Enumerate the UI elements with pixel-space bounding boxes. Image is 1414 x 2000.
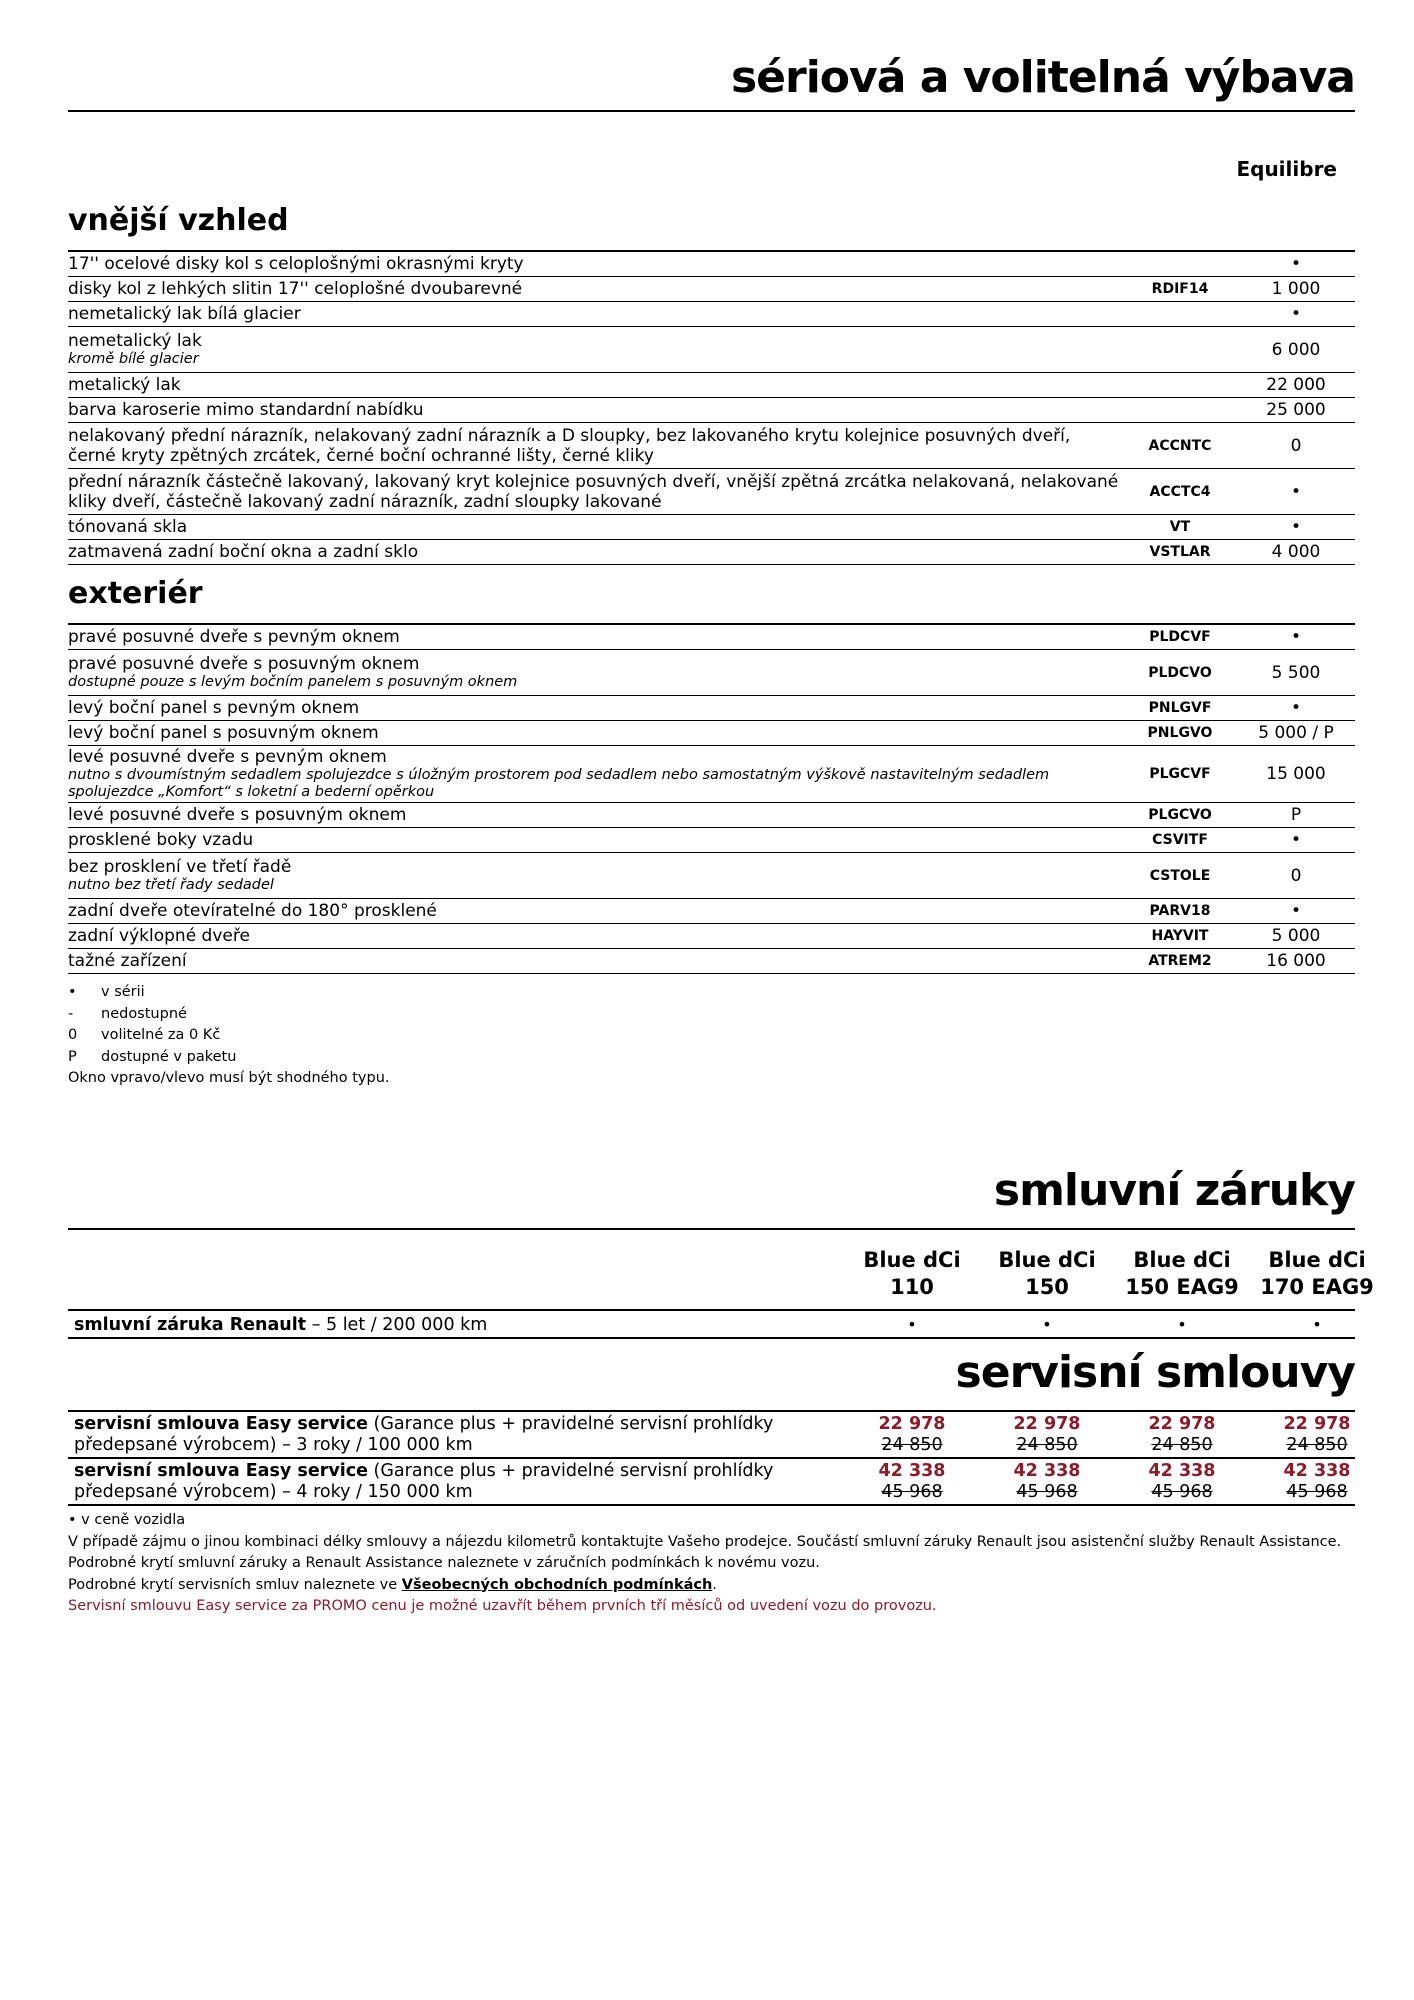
column-header-equilibre: Equilibre	[1236, 157, 1337, 181]
price-cell	[847, 1414, 977, 1456]
equipment-row	[68, 252, 1355, 277]
equipment-description: disky kol z lehkých slitin 17'' celoplošné dvoubarevné	[68, 279, 523, 299]
option-price: •	[1290, 254, 1302, 274]
option-price: P	[1290, 805, 1302, 825]
equipment-table-exterier	[68, 623, 1355, 974]
service-row-label: servisní smlouva Easy service (Garance plus + pravidelné servisní prohlídky předepsané výrobcem) – 4 roky / 150 000 km	[74, 1461, 774, 1502]
equipment-description: pravé posuvné dveře s pevným oknem	[68, 627, 400, 647]
footnotes	[68, 1510, 1355, 1618]
legend-item: P dostupné v paketu	[68, 1048, 237, 1065]
promo-price: 22 978	[1283, 1414, 1351, 1434]
equipment-description: zadní dveře otevíratelné do 180° prosklené	[68, 901, 437, 921]
equipment-row	[68, 803, 1355, 828]
equipment-row	[68, 277, 1355, 302]
price-cell	[847, 1461, 977, 1503]
option-code: PLGCVF	[1149, 766, 1211, 782]
promo-price: 22 978	[1013, 1414, 1081, 1434]
equipment-note: nutno bez třetí řady sedadel	[68, 877, 274, 893]
equipment-row	[68, 398, 1355, 423]
equipment-note: kromě bílé glacier	[68, 351, 199, 367]
equipment-row	[68, 721, 1355, 746]
option-code: HAYVIT	[1151, 928, 1209, 944]
equipment-row	[68, 423, 1355, 469]
option-price: 22 000	[1266, 375, 1326, 395]
warranty-row-label: smluvní záruka Renault – 5 let / 200 000 km	[74, 1315, 488, 1335]
service-table	[68, 1410, 1355, 1506]
equipment-description: metalický lak	[68, 375, 181, 395]
service-title: servisní smlouvy	[955, 1347, 1355, 1398]
option-code: PLDCVO	[1148, 664, 1212, 681]
equipment-row	[68, 650, 1355, 696]
option-price: 25 000	[1266, 400, 1326, 420]
service-row	[68, 1412, 1355, 1459]
option-price: 6 000	[1271, 339, 1321, 360]
column-header-170-eag9: Blue dCi 170 EAG9	[1260, 1248, 1374, 1299]
service-row	[68, 1459, 1355, 1506]
equipment-row	[68, 625, 1355, 650]
price-cell	[982, 1461, 1112, 1503]
promo-price: 22 978	[1148, 1414, 1216, 1434]
option-code: ATREM2	[1148, 953, 1212, 969]
footnote-line: • v ceně vozidla	[68, 1512, 186, 1528]
old-price: 45 968	[1286, 1482, 1348, 1502]
option-price: •	[1290, 517, 1302, 537]
equipment-description: levé posuvné dveře s posuvným oknem	[68, 805, 407, 825]
column-header-150: Blue dCi 150	[998, 1248, 1096, 1299]
old-price: 24 850	[1151, 1435, 1213, 1455]
equipment-row	[68, 373, 1355, 398]
equipment-row	[68, 302, 1355, 327]
equipment-description: tónovaná skla	[68, 517, 188, 537]
option-code: ACCNTC	[1148, 437, 1212, 454]
option-code: VT	[1169, 519, 1191, 535]
option-price: •	[1290, 627, 1302, 647]
option-price: 15 000	[1266, 764, 1326, 784]
option-price: 0	[1290, 865, 1302, 886]
option-code: PNLGVO	[1147, 725, 1213, 741]
price-cell	[1117, 1414, 1247, 1456]
equipment-row	[68, 828, 1355, 853]
title-rule	[68, 110, 1355, 112]
equipment-description: zatmavená zadní boční okna a zadní sklo	[68, 542, 419, 562]
option-code: PARV18	[1149, 903, 1211, 919]
equipment-row	[68, 540, 1355, 565]
price-cell	[1252, 1414, 1382, 1456]
legend-item: - nedostupné	[68, 1005, 187, 1022]
section-title-exterier: exteriér	[68, 576, 203, 611]
equipment-description: bez prosklení ve třetí řadě nutno bez třetí řady sedadel	[68, 856, 1123, 895]
footnote-line: Podrobné krytí servisních smluv naleznete ve Všeobecných obchodních podmínkách.	[68, 1576, 717, 1593]
equipment-description: nelakovaný přední nárazník, nelakovaný zadní nárazník a D sloupky, bez lakovaného krytu kolejnice posuvných dveří, černé kryty zpětných zrcátek, černé boční ochranné lišty, černé kliky	[68, 425, 1071, 466]
option-price: •	[1290, 481, 1302, 502]
warranty-title: smluvní záruky	[993, 1165, 1355, 1216]
equipment-row	[68, 327, 1355, 373]
option-code: PLDCVF	[1149, 629, 1211, 645]
legend	[68, 982, 390, 1090]
price-cell	[1252, 1461, 1382, 1503]
equipment-table-vnejsi	[68, 250, 1355, 565]
equipment-note: dostupné pouze s levým bočním panelem s posuvným oknem	[68, 674, 518, 690]
equipment-note: nutno s dvoumístným sedadlem spolujezdce s úložným prostorem pod sedadlem nebo samostatným výškově nastavitelným sedadlem spolujezdce „Komfort“ s loketní a bederní opěrkou	[68, 767, 1050, 800]
option-price: 1 000	[1271, 279, 1321, 299]
option-code: PNLGVF	[1148, 700, 1212, 716]
option-price: 16 000	[1266, 951, 1326, 971]
option-price: 5 000	[1271, 926, 1321, 946]
old-price: 24 850	[1016, 1435, 1078, 1455]
warranty-column-headers	[68, 1247, 1374, 1307]
service-row-label: servisní smlouva Easy service (Garance plus + pravidelné servisní prohlídky předepsané výrobcem) – 3 roky / 100 000 km	[74, 1414, 774, 1455]
equipment-description: 17'' ocelové disky kol s celoplošnými okrasnými kryty	[68, 254, 524, 274]
warranty-value: •	[1042, 1315, 1052, 1334]
option-price: 4 000	[1271, 542, 1321, 562]
option-code: VSTLAR	[1149, 544, 1211, 560]
promo-price: 22 978	[878, 1414, 946, 1434]
equipment-description: barva karoserie mimo standardní nabídku	[68, 400, 424, 420]
promo-footnote: Servisní smlouvu Easy service za PROMO cenu je možné uzavřít během prvních tří měsíců od uvedení vozu do provozu.	[68, 1598, 937, 1614]
equipment-row	[68, 949, 1355, 974]
option-price: 5 500	[1271, 662, 1321, 683]
promo-price: 42 338	[1283, 1461, 1351, 1481]
warranty-row	[68, 1309, 1355, 1339]
equipment-row	[68, 696, 1355, 721]
equipment-row	[68, 853, 1355, 899]
promo-price: 42 338	[1148, 1461, 1216, 1481]
equipment-description: zadní výklopné dveře	[68, 926, 250, 946]
warranty-rule	[68, 1228, 1355, 1230]
equipment-description: přední nárazník částečně lakovaný, lakovaný kryt kolejnice posuvných dveří, vnější zpětná zrcátka nelakovaná, nelakované kliky dveří, částečně lakovaný zadní nárazník, zadní sloupky lakované	[68, 471, 1119, 512]
option-code: PLGCVO	[1148, 807, 1212, 823]
section-title-vnejsi: vnější vzhled	[68, 203, 289, 238]
column-header-150-eag9: Blue dCi 150 EAG9	[1125, 1248, 1239, 1299]
equipment-description: levý boční panel s posuvným oknem	[68, 723, 379, 743]
equipment-description: nemetalický lak kromě bílé glacier	[68, 330, 1123, 369]
equipment-row	[68, 899, 1355, 924]
option-price: •	[1290, 901, 1302, 921]
price-cell	[982, 1414, 1112, 1456]
equipment-row	[68, 746, 1355, 803]
price-cell	[1117, 1461, 1247, 1503]
warranty-value: •	[907, 1315, 917, 1334]
promo-price: 42 338	[878, 1461, 946, 1481]
equipment-row	[68, 469, 1355, 515]
old-price: 45 968	[1016, 1482, 1078, 1502]
legend-item: 0 volitelné za 0 Kč	[68, 1027, 221, 1043]
equipment-description: prosklené boky vzadu	[68, 830, 254, 850]
promo-price: 42 338	[1013, 1461, 1081, 1481]
old-price: 45 968	[881, 1482, 943, 1502]
old-price: 24 850	[881, 1435, 943, 1455]
page-title: sériová a volitelná výbava	[730, 52, 1355, 103]
warranty-value: •	[1312, 1315, 1322, 1334]
option-code: CSVITF	[1152, 832, 1208, 848]
equipment-description: levé posuvné dveře s pevným oknem nutno s dvoumístným sedadlem spolujezdce s úložným prostorem pod sedadlem nebo samostatným výškově nastavitelným sedadlem spolujezdce „Komfort“ s loketní a bederní opěrkou	[68, 746, 1123, 802]
option-price: •	[1290, 304, 1302, 324]
legend-item: • v sérii	[68, 984, 145, 1000]
equipment-description: levý boční panel s pevným oknem	[68, 698, 360, 718]
option-code: RDIF14	[1151, 281, 1209, 297]
equipment-description: pravé posuvné dveře s posuvným oknem dostupné pouze s levým bočním panelem s posuvným oknem	[68, 653, 1123, 692]
legend-note: Okno vpravo/vlevo musí být shodného typu.	[68, 1070, 390, 1086]
option-price: •	[1290, 698, 1302, 718]
option-price: 5 000 / P	[1258, 723, 1334, 743]
terms-link[interactable]: Všeobecných obchodních podmínkách	[401, 1576, 713, 1593]
old-price: 45 968	[1151, 1482, 1213, 1502]
option-price: •	[1290, 830, 1302, 850]
column-header-110: Blue dCi 110	[863, 1248, 961, 1299]
footnote-line: V případě zájmu o jinou kombinaci délky smlouvy a nájezdu kilometrů kontaktujte Vašeho prodejce. Součástí smluvní záruky Renault jsou asistenční služby Renault Assistance.	[68, 1533, 1342, 1550]
option-price: 0	[1290, 435, 1302, 456]
old-price: 24 850	[1286, 1435, 1348, 1455]
equipment-description: nemetalický lak bílá glacier	[68, 304, 301, 324]
equipment-description: tažné zařízení	[68, 951, 187, 971]
footnote-line: Podrobné krytí smluvní záruky a Renault Assistance naleznete v záručních podmínkách k novému vozu.	[68, 1555, 820, 1571]
option-code: CSTOLE	[1149, 867, 1211, 884]
equipment-row	[68, 924, 1355, 949]
warranty-value: •	[1177, 1315, 1187, 1334]
option-code: ACCTC4	[1149, 483, 1211, 500]
equipment-row	[68, 515, 1355, 540]
